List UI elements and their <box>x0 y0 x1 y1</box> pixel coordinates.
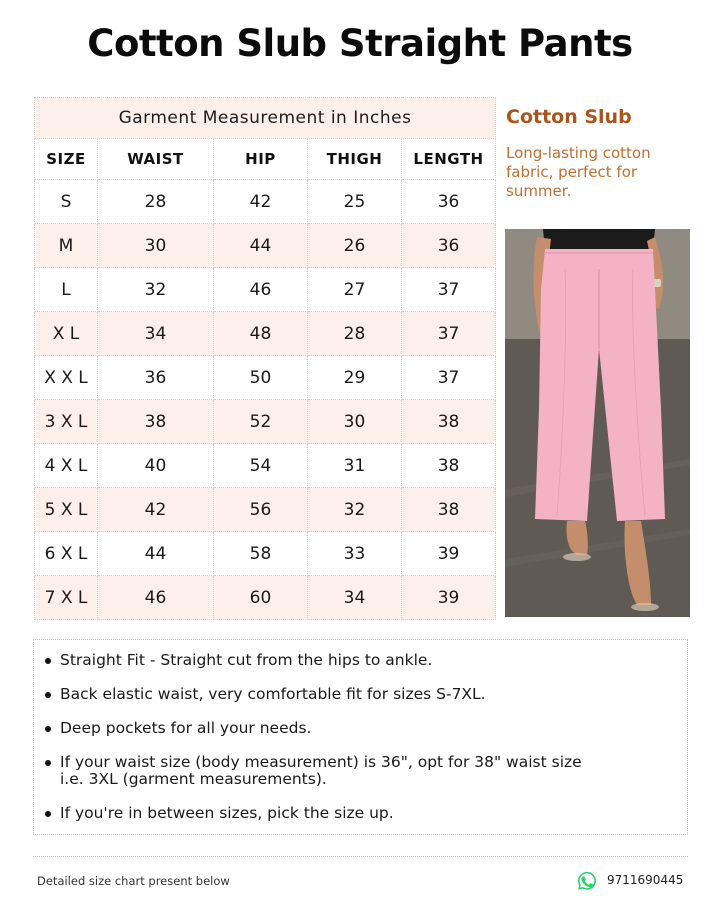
header-waist: WAIST <box>98 139 214 180</box>
thigh-cell: 25 <box>308 180 402 224</box>
length-cell: 38 <box>402 400 496 444</box>
table-row <box>35 488 496 532</box>
footer-note: Detailed size chart present below <box>37 874 230 888</box>
contact-phone[interactable]: 9711690445 <box>607 873 684 887</box>
thigh-cell: 27 <box>308 268 402 312</box>
size-chart-table <box>34 97 496 620</box>
product-notes <box>33 639 688 835</box>
list-item: Straight Fit - Straight cut from the hips to ankle. <box>60 652 605 669</box>
thigh-cell: 28 <box>308 312 402 356</box>
size-cell: 4 X L <box>35 444 98 488</box>
hip-cell: 44 <box>214 224 308 268</box>
table-row <box>35 312 496 356</box>
waist-cell: 36 <box>98 356 214 400</box>
size-cell: 5 X L <box>35 488 98 532</box>
table-row <box>35 356 496 400</box>
waist-cell: 28 <box>98 180 214 224</box>
size-cell: M <box>35 224 98 268</box>
fabric-description: Long-lasting cotton fabric, perfect for summer. <box>506 144 651 200</box>
header-hip: HIP <box>214 139 308 180</box>
table-row <box>35 224 496 268</box>
size-chart-caption: Garment Measurement in Inches <box>35 98 496 139</box>
whatsapp-icon[interactable] <box>576 870 598 892</box>
hip-cell: 52 <box>214 400 308 444</box>
table-row <box>35 268 496 312</box>
waist-cell: 42 <box>98 488 214 532</box>
size-cell: X X L <box>35 356 98 400</box>
fabric-heading: Cotton Slub <box>506 106 632 128</box>
table-row <box>35 180 496 224</box>
waist-cell: 38 <box>98 400 214 444</box>
length-cell: 37 <box>402 312 496 356</box>
product-photo <box>505 229 690 617</box>
hip-cell: 46 <box>214 268 308 312</box>
waist-cell: 34 <box>98 312 214 356</box>
waist-cell: 44 <box>98 532 214 576</box>
list-item: Back elastic waist, very comfortable fit for sizes S-7XL. <box>60 686 605 703</box>
size-cell: 3 X L <box>35 400 98 444</box>
table-row <box>35 444 496 488</box>
list-item: If you're in between sizes, pick the size up. <box>60 805 605 822</box>
length-cell: 38 <box>402 488 496 532</box>
table-row <box>35 532 496 576</box>
table-row <box>35 576 496 620</box>
waist-cell: 46 <box>98 576 214 620</box>
header-row <box>35 139 496 180</box>
thigh-cell: 34 <box>308 576 402 620</box>
page-title: Cotton Slub Straight Pants <box>87 22 633 65</box>
thigh-cell: 31 <box>308 444 402 488</box>
thigh-cell: 29 <box>308 356 402 400</box>
length-cell: 36 <box>402 224 496 268</box>
length-cell: 39 <box>402 532 496 576</box>
length-cell: 37 <box>402 356 496 400</box>
waist-cell: 40 <box>98 444 214 488</box>
hip-cell: 58 <box>214 532 308 576</box>
hip-cell: 42 <box>214 180 308 224</box>
thigh-cell: 32 <box>308 488 402 532</box>
header-thigh: THIGH <box>308 139 402 180</box>
size-cell: X L <box>35 312 98 356</box>
size-cell: L <box>35 268 98 312</box>
list-item: Deep pockets for all your needs. <box>60 720 605 737</box>
thigh-cell: 33 <box>308 532 402 576</box>
length-cell: 37 <box>402 268 496 312</box>
list-item: If your waist size (body measurement) is 36", opt for 38" waist size i.e. 3XL (garment measurements). <box>60 754 605 788</box>
waist-cell: 32 <box>98 268 214 312</box>
size-cell: 7 X L <box>35 576 98 620</box>
hip-cell: 60 <box>214 576 308 620</box>
thigh-cell: 26 <box>308 224 402 268</box>
hip-cell: 50 <box>214 356 308 400</box>
size-cell: S <box>35 180 98 224</box>
header-size: SIZE <box>35 139 98 180</box>
footer-divider <box>33 856 688 857</box>
size-cell: 6 X L <box>35 532 98 576</box>
hip-cell: 56 <box>214 488 308 532</box>
length-cell: 36 <box>402 180 496 224</box>
length-cell: 38 <box>402 444 496 488</box>
hip-cell: 54 <box>214 444 308 488</box>
length-cell: 39 <box>402 576 496 620</box>
hip-cell: 48 <box>214 312 308 356</box>
thigh-cell: 30 <box>308 400 402 444</box>
table-row <box>35 400 496 444</box>
waist-cell: 30 <box>98 224 214 268</box>
header-length: LENGTH <box>402 139 496 180</box>
